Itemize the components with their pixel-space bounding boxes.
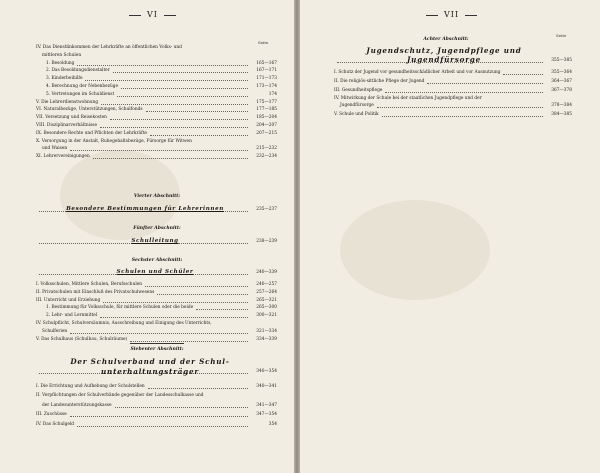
- section-title: Der Schulverband und der Schul-: [70, 357, 230, 366]
- toc-entry: [42, 328, 277, 334]
- toc-entry-label: III. Unterricht und Erziehung: [36, 297, 101, 303]
- leader-dots: [70, 329, 248, 334]
- toc-entry: [36, 45, 182, 50]
- seite-label: Seite: [258, 40, 269, 45]
- left-page: [0, 0, 294, 473]
- leader-dots: [70, 412, 248, 417]
- leader-dots: [110, 115, 248, 120]
- leader-dots: [148, 384, 248, 389]
- toc-entry-page: 167—171: [256, 68, 277, 74]
- toc-entry: [36, 321, 212, 326]
- leader-dots: [385, 88, 543, 93]
- toc-entry-page: 171—173: [256, 76, 277, 82]
- leader-dots: [150, 131, 248, 136]
- toc-entry-label: Jugendfürsorge: [340, 103, 374, 108]
- leader-dots: [115, 403, 248, 408]
- toc-entry-label: IV. Das Schulgeld: [36, 421, 75, 427]
- section-title: Besondere Bestimmungen für Lehrerinnen: [66, 206, 224, 212]
- toc-entry-page: 321—334: [256, 328, 277, 334]
- section-title: Jugendschutz, Jugendpflege und: [366, 46, 522, 55]
- toc-entry-page: 173—174: [256, 84, 277, 89]
- toc-entry-page: 240—339: [256, 270, 277, 275]
- leader-dots: [157, 290, 248, 295]
- toc-entry: [42, 402, 277, 408]
- toc-entry-label: III. Gesundheitspflege: [334, 87, 383, 93]
- leader-dots: [101, 100, 248, 105]
- leader-dots: [70, 146, 248, 151]
- toc-entry: [46, 84, 277, 89]
- leader-dots: [77, 422, 248, 427]
- right-page: [300, 0, 600, 473]
- toc-entry-page: 367—378: [551, 87, 572, 93]
- toc-entry-page: 355—364: [551, 70, 572, 75]
- toc-entry-label: 4. Berechnung der Nebenbezüge: [46, 84, 119, 89]
- toc-entry-page: 265—321: [256, 297, 277, 303]
- toc-entry: [36, 412, 277, 418]
- toc-entry-label: 5. Vertretungen im Schuldienst: [46, 91, 115, 97]
- toc-entry: [42, 146, 277, 152]
- toc-entry: [36, 154, 277, 160]
- toc-entry-label: XI. Lehrervereinigungen: [36, 154, 90, 160]
- toc-entry-page: 165—167: [256, 60, 277, 66]
- toc-entry-page: 215—232: [256, 146, 277, 152]
- section-heading: Achter Abschnitt:: [423, 37, 469, 42]
- toc-entry-page: 265—300: [256, 305, 277, 311]
- toc-entry-label: I. Volksschulen, Mittlere Schulen, Berufsschulen: [36, 282, 143, 287]
- toc-entry-page: 384—385: [551, 111, 572, 117]
- toc-entry: [36, 99, 277, 105]
- toc-entry-label: II. Die religiös-sittliche Pflege der Jugend: [334, 78, 425, 84]
- toc-entry: [334, 96, 482, 101]
- toc-entry-label: 1. Bestimmung für Volksschule, für mittlere Schulen oder die beide: [46, 305, 194, 311]
- section-heading: Fünfter Abschnitt:: [133, 226, 181, 231]
- toc-entry: [36, 384, 277, 389]
- section-heading: Siebenter Abschnitt:: [130, 347, 184, 352]
- leader-dots: [196, 305, 248, 310]
- leader-dots: [382, 112, 543, 117]
- toc-entry: [36, 107, 277, 113]
- toc-entry: [36, 393, 204, 398]
- toc-entry-label: 1. Besoldung: [46, 60, 75, 66]
- toc-entry-label: I. Die Errichtung und Aufhebung der Schulstellen: [36, 384, 145, 389]
- toc-entry-page: 185—204: [256, 115, 277, 121]
- leader-dots: [427, 79, 543, 84]
- section-heading: Sechster Abschnitt:: [131, 258, 183, 263]
- toc-entry-page: 207—215: [256, 130, 277, 136]
- toc-entry-label: V. Schule und Politik: [334, 111, 379, 117]
- toc-entry: [46, 313, 277, 319]
- toc-entry-label: VIII. Disziplinarverhältnisse: [36, 123, 98, 128]
- toc-entry: [46, 305, 277, 311]
- toc-entry-page: 347—354: [256, 412, 277, 418]
- toc-entry-label: X. Versorgung in der Anstalt, Ruhegehaltsbezüge, Fürsorge für Witwen: [36, 138, 192, 144]
- toc-entry: [36, 289, 277, 295]
- toc-entry-label: 3. Kinderbeihilfe: [46, 76, 83, 82]
- toc-entry: [36, 123, 277, 128]
- toc-entry-page: 341—347: [256, 402, 277, 408]
- leader-dots: [100, 313, 248, 318]
- toc-entry-label: IV. Das Dienstlinkommen der Lehrkräfte an öffentlichen Volks- und: [36, 45, 182, 50]
- leader-dots: [121, 84, 248, 89]
- toc-entry-label: IV. Mitwirkung der Schule bei der staatlichen Jugendpflege und der: [334, 96, 482, 102]
- toc-entry-label: I. Schutz der Jugend vor gesundheitsschädlicher Arbeit und vor Ausnutzung: [334, 70, 501, 75]
- toc-entry: [46, 68, 277, 74]
- toc-entry-label: IX. Besondere Rechte und Pflichten der Lehrkräfte: [36, 130, 147, 136]
- toc-entry: [334, 78, 572, 84]
- leader-dots: [145, 282, 248, 287]
- toc-entry-page: 240—257: [256, 282, 277, 287]
- toc-entry: [36, 421, 277, 427]
- section-heading: Vierter Abschnitt:: [133, 194, 181, 199]
- toc-entry-label: V. Die Lehrerdienstwohnung: [36, 99, 99, 105]
- toc-entry: [36, 297, 277, 303]
- toc-entry-label: der Landesunterstützungskasse: [42, 402, 112, 408]
- page-number-text: VII: [444, 10, 460, 19]
- page-number: [420, 10, 483, 19]
- toc-entry-label: und Waisen: [42, 146, 68, 152]
- toc-entry: [42, 53, 81, 58]
- page-number-dash: [129, 15, 141, 16]
- section-title: Jugendfürsorge: [406, 55, 481, 64]
- toc-entry: [46, 91, 277, 97]
- leader-dots: [113, 68, 248, 73]
- toc-entry-page: 174: [268, 91, 277, 97]
- toc-entry: [36, 139, 192, 144]
- page-number-dash: [465, 15, 477, 16]
- toc-entry-label: VI. Naturalbezüge, Unterstützungen, Schulfonds: [36, 107, 143, 113]
- page-number-dash: [426, 15, 438, 16]
- toc-entry-page: 238—239: [256, 239, 277, 244]
- toc-entry-label: mittleren Schulen: [42, 52, 82, 58]
- toc-entry: [334, 111, 572, 117]
- toc-entry-label: VII. Versetzung und Reisekosten: [36, 115, 107, 121]
- toc-entry-page: 204—207: [256, 123, 277, 128]
- toc-entry-page: 300—321: [256, 313, 277, 319]
- section-title: Schulleitung: [131, 238, 179, 244]
- toc-entry: [46, 60, 277, 66]
- toc-entry: [36, 336, 277, 342]
- toc-entry: [36, 130, 277, 136]
- page-number: [123, 10, 182, 19]
- toc-entry-label: 2. Lehr- und Lernmittel: [46, 313, 98, 319]
- toc-entry-page: 340—354: [256, 369, 277, 374]
- toc-entry-page: 354: [268, 421, 277, 427]
- leader-dots: [130, 337, 248, 342]
- leader-dots: [503, 70, 543, 75]
- toc-entry-label: II. Verpflichtungen der Schulverbände gegenüber der Landesschulkasse und: [36, 393, 204, 399]
- toc-entry-page: 334—339: [256, 336, 277, 342]
- toc-entry-page: 175—177: [256, 99, 277, 105]
- leader-dots: [377, 103, 543, 108]
- section-title: unterhaltungsträger: [101, 367, 199, 376]
- toc-entry-label: 2. Das Besoldungsdienstalter: [46, 68, 110, 74]
- toc-entry: [36, 115, 277, 121]
- leader-dots: [93, 154, 248, 159]
- leader-dots: [100, 123, 248, 128]
- divider-rule: [130, 343, 184, 344]
- toc-entry-label: Schulferien: [42, 328, 68, 334]
- leader-dots: [77, 61, 248, 66]
- leader-dots: [103, 298, 248, 303]
- seite-label: Seite: [556, 33, 567, 38]
- leader-dots: [85, 76, 248, 81]
- page-number-dash: [164, 15, 176, 16]
- toc-entry-page: 364—367: [551, 78, 572, 84]
- toc-entry-page: 355—385: [551, 58, 572, 63]
- toc-entry-label: V. Das Schulhaus (Schulbau, Schulräume): [36, 336, 128, 342]
- toc-entry-page: 257—264: [256, 289, 277, 295]
- toc-entry-label: IV. Schulpflicht, Schulversäumnis, Ausschreibung und Einigung des Unterrichts,: [36, 321, 212, 326]
- toc-entry-page: 177—185: [256, 107, 277, 113]
- section-title: Schulen und Schüler: [116, 269, 194, 275]
- toc-entry: [36, 282, 277, 287]
- leader-dots: [146, 107, 248, 112]
- toc-entry-page: 232—234: [256, 154, 277, 160]
- leader-dots: [117, 92, 248, 97]
- toc-entry-label: III. Zuschüsse: [36, 412, 67, 418]
- paper-stain: [340, 200, 490, 300]
- toc-entry: [340, 103, 572, 108]
- toc-entry: [334, 87, 572, 93]
- toc-entry-page: 340—341: [256, 384, 277, 389]
- toc-entry-page: 378—384: [551, 103, 572, 108]
- toc-entry: [46, 76, 277, 82]
- page-number-text: VI: [147, 10, 158, 19]
- toc-entry-page: 235—237: [256, 207, 277, 212]
- toc-entry-label: II. Privatschulen mit Einschluß des Privatschulwesens: [36, 289, 155, 295]
- toc-entry: [334, 70, 572, 75]
